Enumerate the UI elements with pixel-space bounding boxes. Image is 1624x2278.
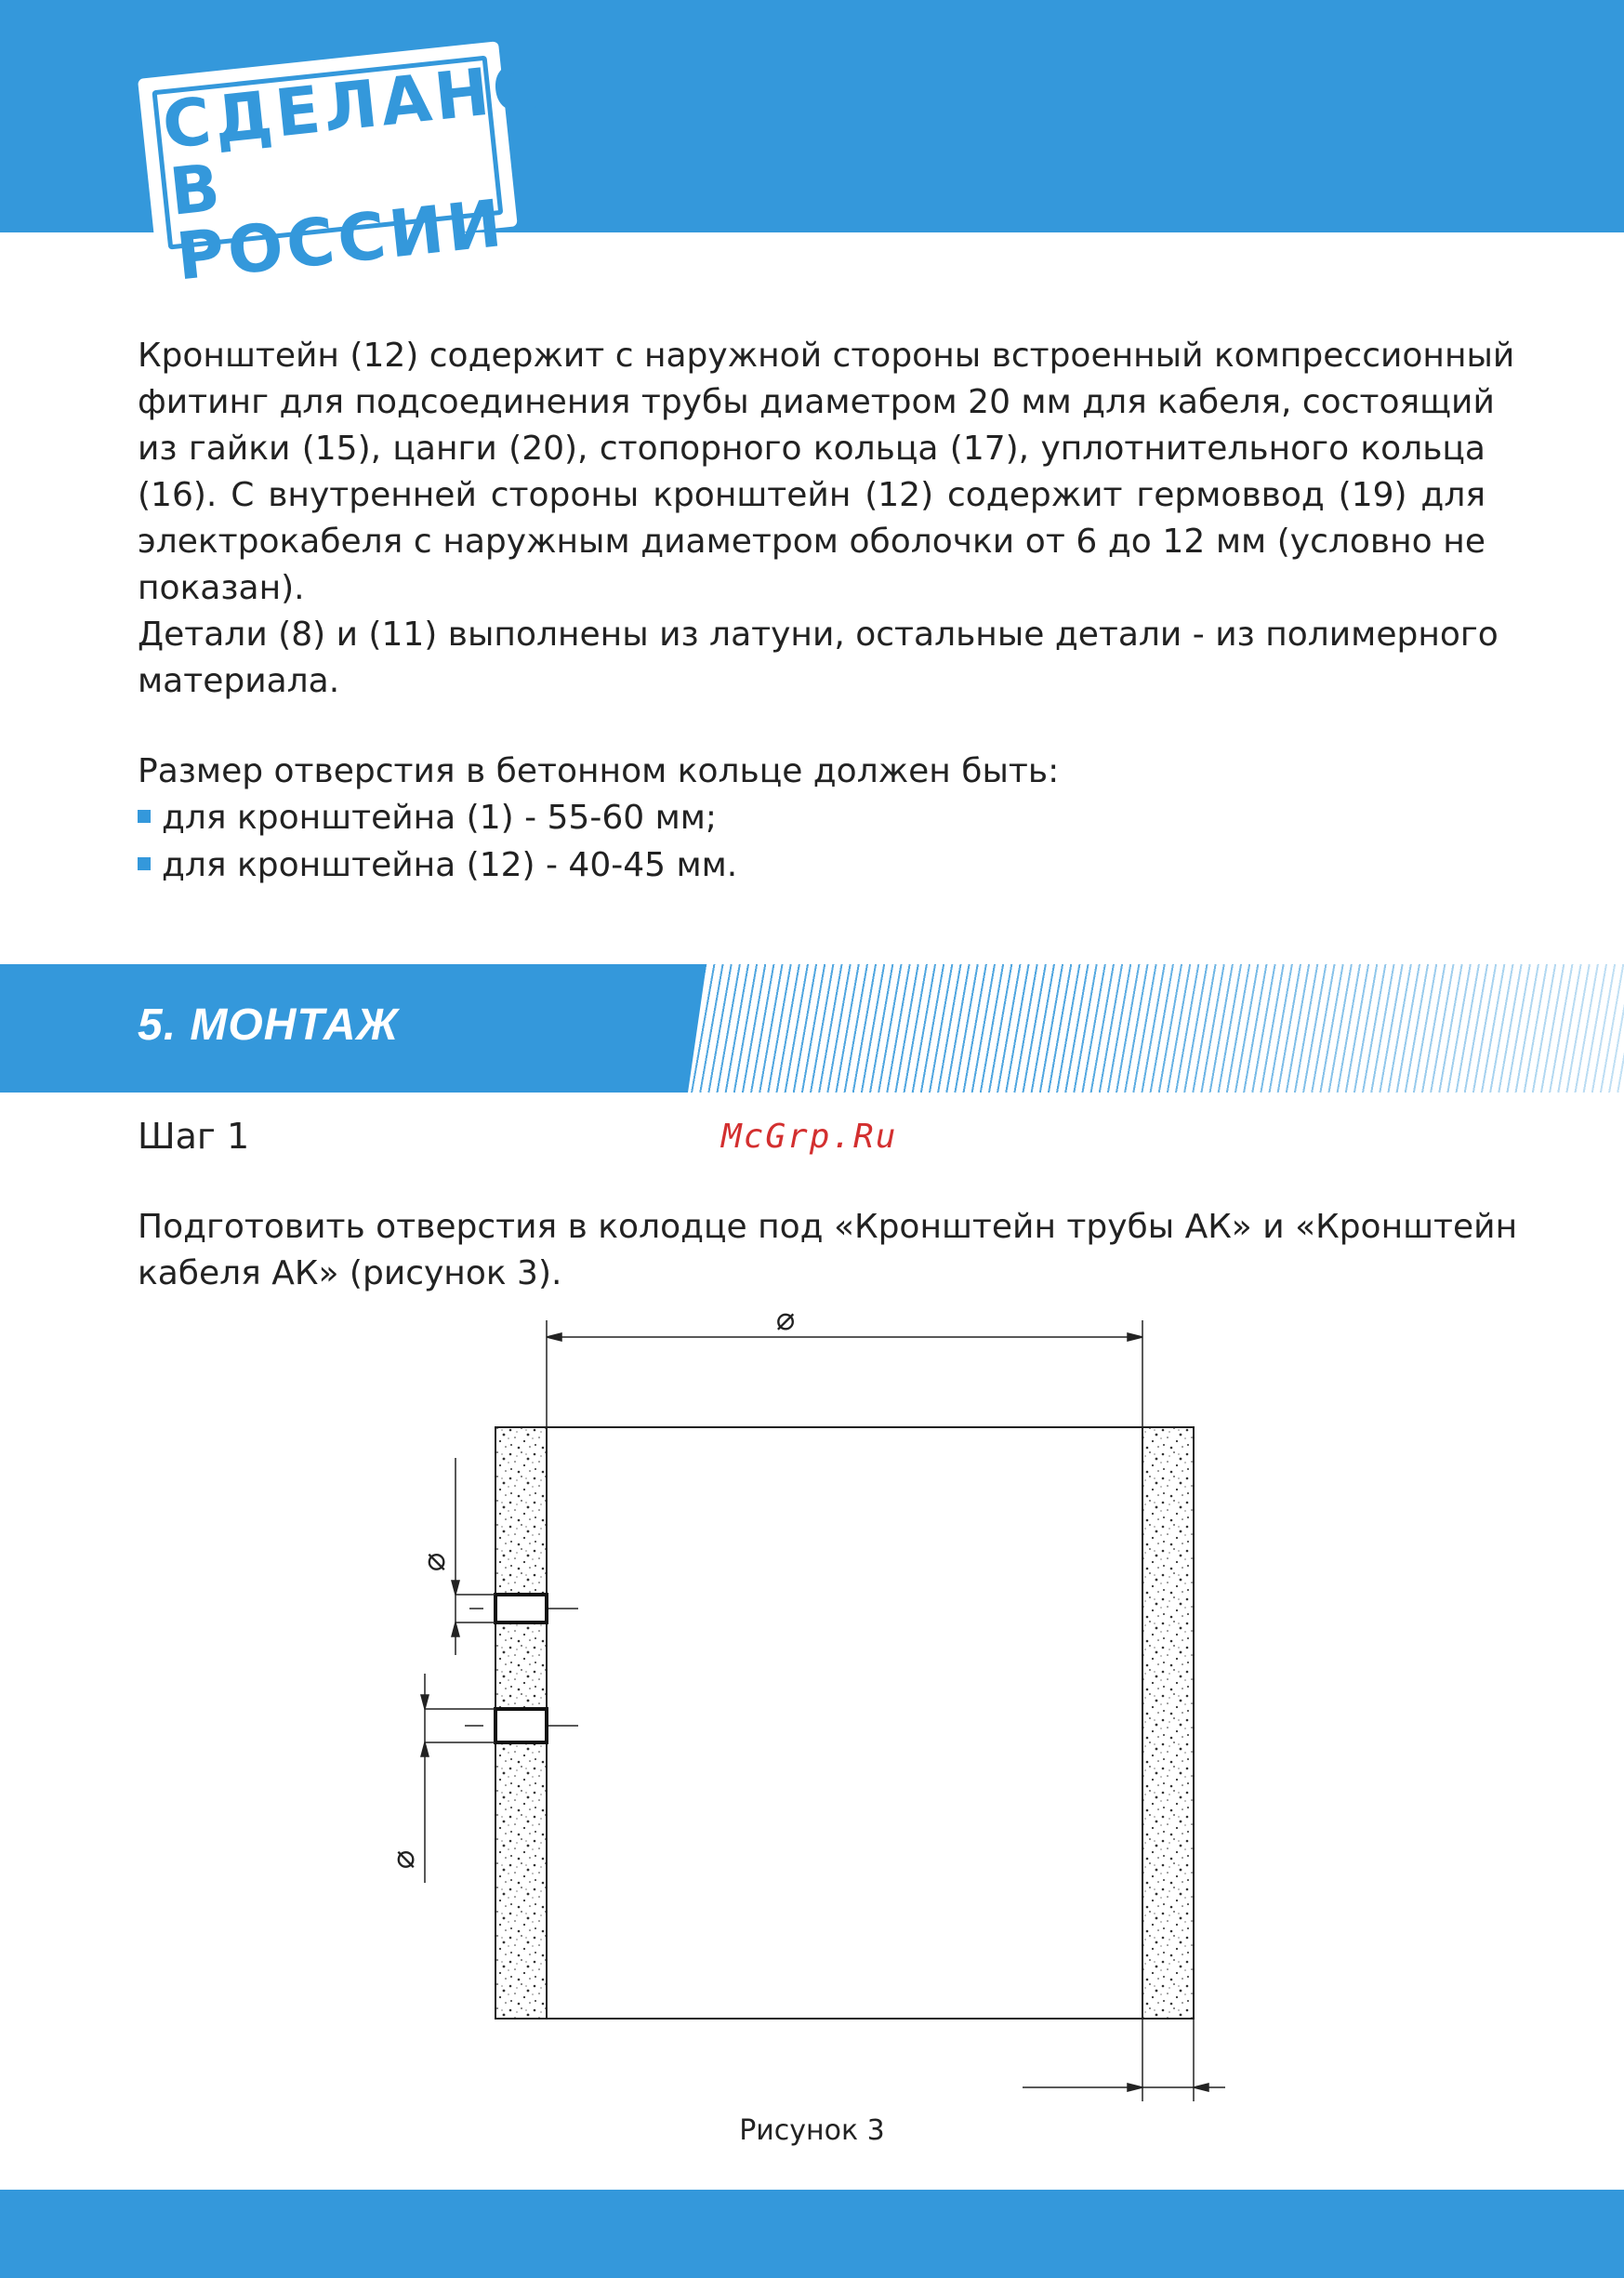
paragraph-line: (16). С внутренней стороны кронштейн (12) содержит гермоввод (19) для bbox=[138, 476, 1485, 514]
diameter-symbol: ⌀ bbox=[416, 1552, 453, 1572]
top-dimension bbox=[547, 1320, 1142, 1427]
list-item-text: для кронштейна (1) - 55-60 мм; bbox=[162, 799, 718, 837]
paragraph-line: Детали (8) и (11) выполнены из латуни, остальные детали - из полимерного bbox=[138, 616, 1499, 654]
upper-hole-dimension bbox=[452, 1458, 495, 1655]
wall-thickness-dimension bbox=[1023, 2019, 1225, 2101]
paragraph-line: Кронштейн (12) содержит с наружной стороны встроенный компрессионный bbox=[138, 337, 1515, 375]
figure-caption: Рисунок 3 bbox=[739, 2114, 885, 2147]
paragraph-line: фитинг для подсоединения трубы диаметром 20 мм для кабеля, состоящий bbox=[138, 383, 1495, 421]
right-wall bbox=[1142, 1427, 1194, 2019]
paragraph-line: из гайки (15), цанги (20), стопорного кольца (17), уплотнительного кольца bbox=[138, 430, 1485, 468]
section-title: 5. МОНТАЖ bbox=[138, 1000, 400, 1050]
list-item-text: для кронштейна (12) - 40-45 мм. bbox=[162, 846, 738, 884]
paragraph-line: Размер отверстия в бетонном кольце должен быть: bbox=[138, 752, 1060, 790]
stamp-line-2: В РОССИИ bbox=[165, 149, 509, 296]
upper-hole bbox=[469, 1595, 578, 1622]
paragraph-line: показан). bbox=[138, 569, 305, 607]
stamp-line-1: СДЕЛАНО bbox=[159, 46, 556, 165]
step-heading: Шаг 1 bbox=[138, 1116, 250, 1157]
lower-hole-dimension bbox=[421, 1674, 495, 1883]
footer-band bbox=[0, 2190, 1624, 2278]
diameter-symbol: ⌀ bbox=[385, 1849, 422, 1870]
lower-hole bbox=[465, 1709, 578, 1742]
paragraph-line: материала. bbox=[138, 662, 340, 700]
paragraph-line: Подготовить отверстия в колодце под «Кронштейн трубы АК» и «Кронштейн bbox=[138, 1208, 1518, 1246]
watermark: McGrp.Ru bbox=[721, 1118, 898, 1156]
paragraph-line: электрокабеля с наружным диаметром оболочки от 6 до 12 мм (условно не bbox=[138, 523, 1485, 561]
paragraph-line: кабеля АК» (рисунок 3). bbox=[138, 1254, 562, 1292]
diameter-symbol: ⌀ bbox=[775, 1301, 796, 1338]
